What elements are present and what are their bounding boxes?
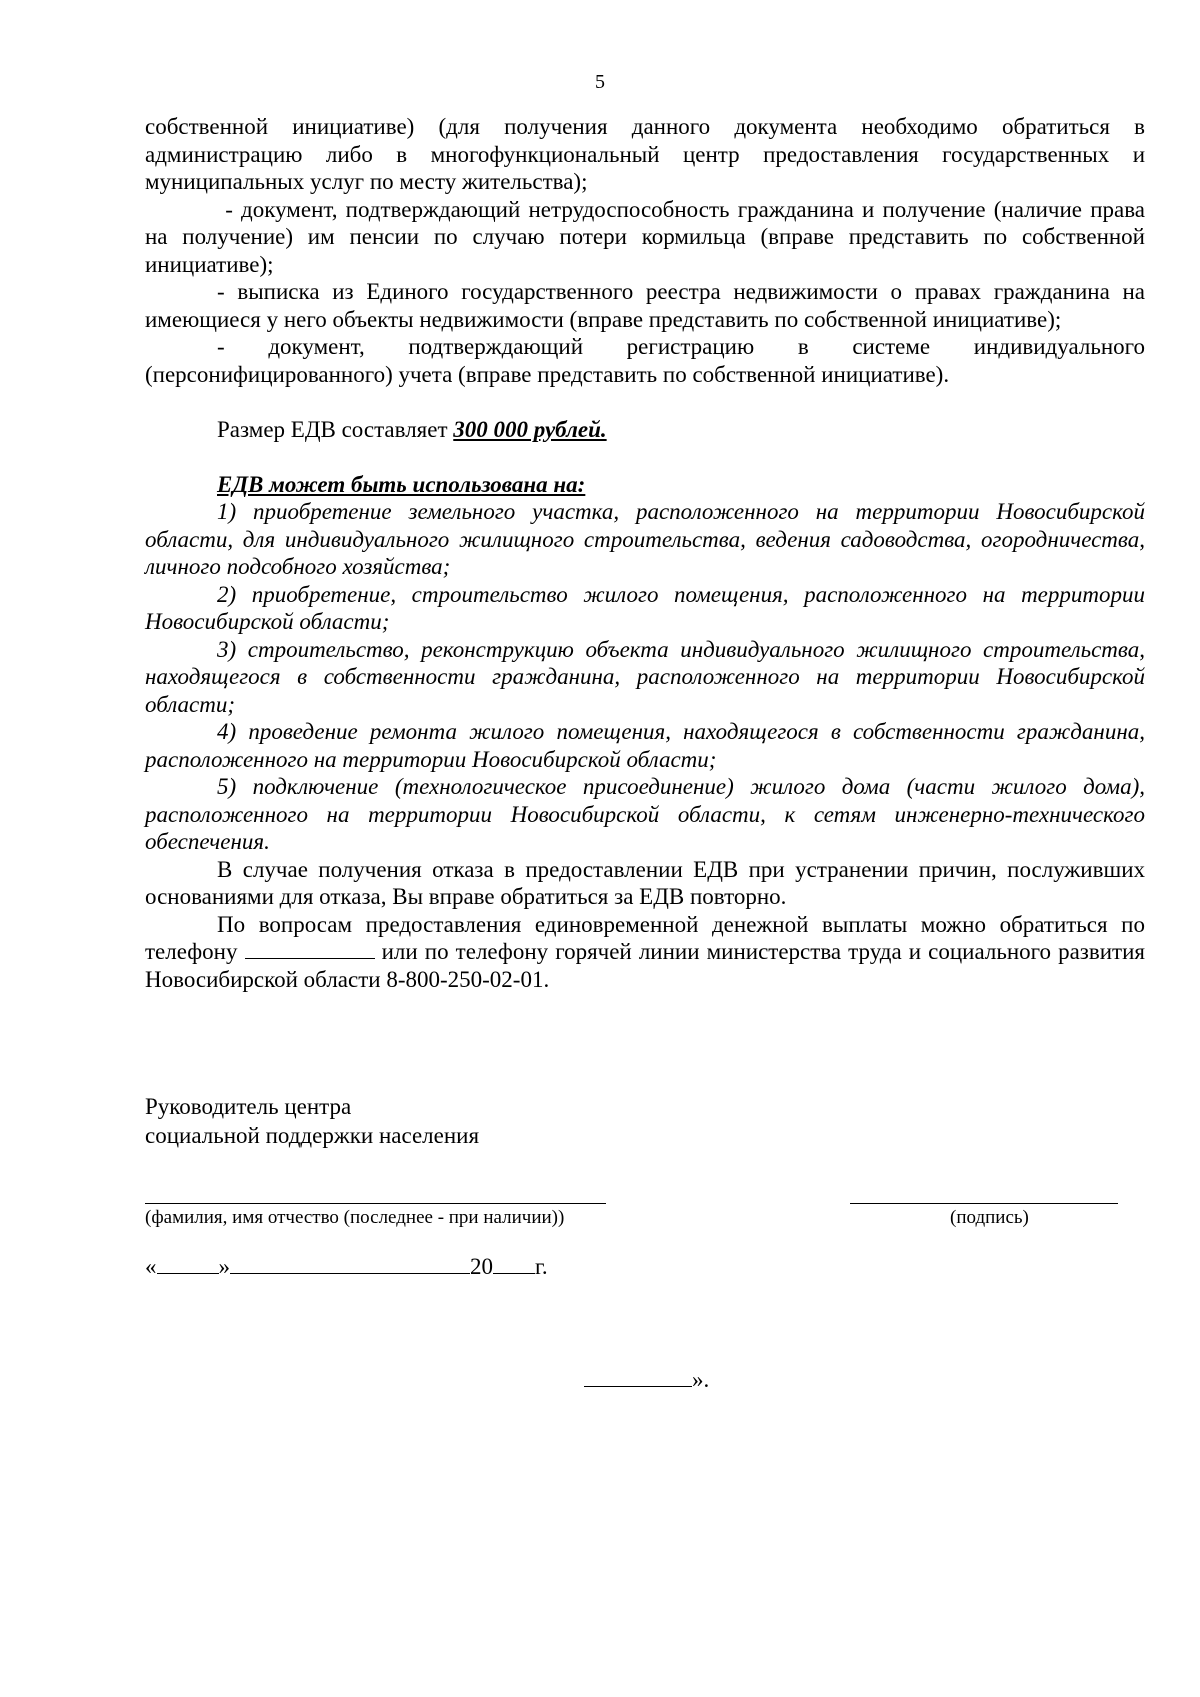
spacer xyxy=(145,443,1145,471)
contact-text-before: По вопросам предоставления единовременной денежной выплаты можно обратиться по телефону xyxy=(145,911,1145,964)
edv-amount-value: 300 000 рублей. xyxy=(453,416,607,442)
year-blank xyxy=(493,1253,535,1274)
paragraph-documents-continued: собственной инициативе) (для получения данного документа необходимо обратиться в администрацию либо в многофункциональный центр предоставления государственных и муниципальных услуг по месту жительства); xyxy=(145,114,1145,194)
day-blank xyxy=(157,1253,219,1274)
signature-title-line-1: Руководитель центра xyxy=(145,1094,352,1119)
spacer xyxy=(145,388,1145,416)
date-close-quote: » xyxy=(218,1254,230,1279)
contact-paragraph xyxy=(145,911,1145,994)
year-prefix: 20 xyxy=(470,1254,493,1279)
refusal-note: В случае получения отказа в предоставлении ЕДВ при устранении причин, послуживших основаниями для отказа, Вы вправе обратиться за ЕДВ повторно. xyxy=(145,856,1145,909)
closing-mark: ». xyxy=(692,1367,710,1392)
paragraph-disability-document: - документ, подтверждающий нетрудоспособность гражданина и получение (наличие права на получение) им пенсии по случаю потери кормильца (вправе представить по собственной инициативе); xyxy=(145,196,1151,277)
edv-amount-line xyxy=(145,416,1145,444)
page-number: 5 xyxy=(595,71,605,93)
date-open-quote: « xyxy=(145,1254,157,1279)
signature-line xyxy=(850,1203,1118,1204)
edv-usage-heading: ЕДВ может быть использована на: xyxy=(217,471,586,497)
closing-line xyxy=(584,1366,709,1394)
signature-title-line-2: социальной поддержки населения xyxy=(145,1123,480,1148)
name-signature-line xyxy=(145,1203,606,1204)
edv-usage-item-4: 4) проведение ремонта жилого помещения, находящегося в собственности гражданина, расположенного на территории Новосибирской области; xyxy=(145,719,1145,772)
paragraph-individual-accounting: - документ, подтверждающий регистрацию в системе индивидуального (персонифицированного) учета (вправе представить по собственной инициативе). xyxy=(145,334,1145,387)
edv-usage-item-1: 1) приобретение земельного участка, расположенного на территории Новосибирской области, для индивидуального жилищного строительства, ведения садоводства, огородничества, личного подсобного хозяйства; xyxy=(145,499,1145,579)
paragraph-registry-extract: - выписка из Единого государственного реестра недвижимости о правах гражданина на имеющиеся у него объекты недвижимости (вправе представить по собственной инициативе); xyxy=(145,279,1145,332)
month-blank xyxy=(230,1253,470,1274)
edv-usage-item-2: 2) приобретение, строительство жилого помещения, расположенного на территории Новосибирской области; xyxy=(145,581,1145,634)
closing-blank xyxy=(584,1366,692,1387)
signature-title xyxy=(145,1092,479,1150)
name-caption: (фамилия, имя отчество (последнее - при наличии)) xyxy=(145,1207,565,1228)
edv-amount-prefix: Размер ЕДВ составляет xyxy=(217,416,454,442)
date-line xyxy=(145,1253,548,1281)
phone-blank xyxy=(245,938,375,959)
year-suffix: г. xyxy=(535,1254,548,1279)
edv-usage-item-3: 3) строительство, реконструкцию объекта индивидуального жилищного строительства, находящегося в собственности гражданина, расположенного на территории Новосибирской области; xyxy=(145,636,1145,717)
document-body xyxy=(145,113,1151,993)
contact-text-after: или по телефону горячей линии министерства труда и социального развития Новосибирской области 8-800-250-02-01. xyxy=(145,939,1145,992)
signature-caption: (подпись) xyxy=(950,1207,1029,1228)
edv-usage-item-5: 5) подключение (технологическое присоединение) жилого дома (части жилого дома), расположенного на территории Новосибирской области, к сетям инженерно-технического обеспечения. xyxy=(145,774,1145,854)
